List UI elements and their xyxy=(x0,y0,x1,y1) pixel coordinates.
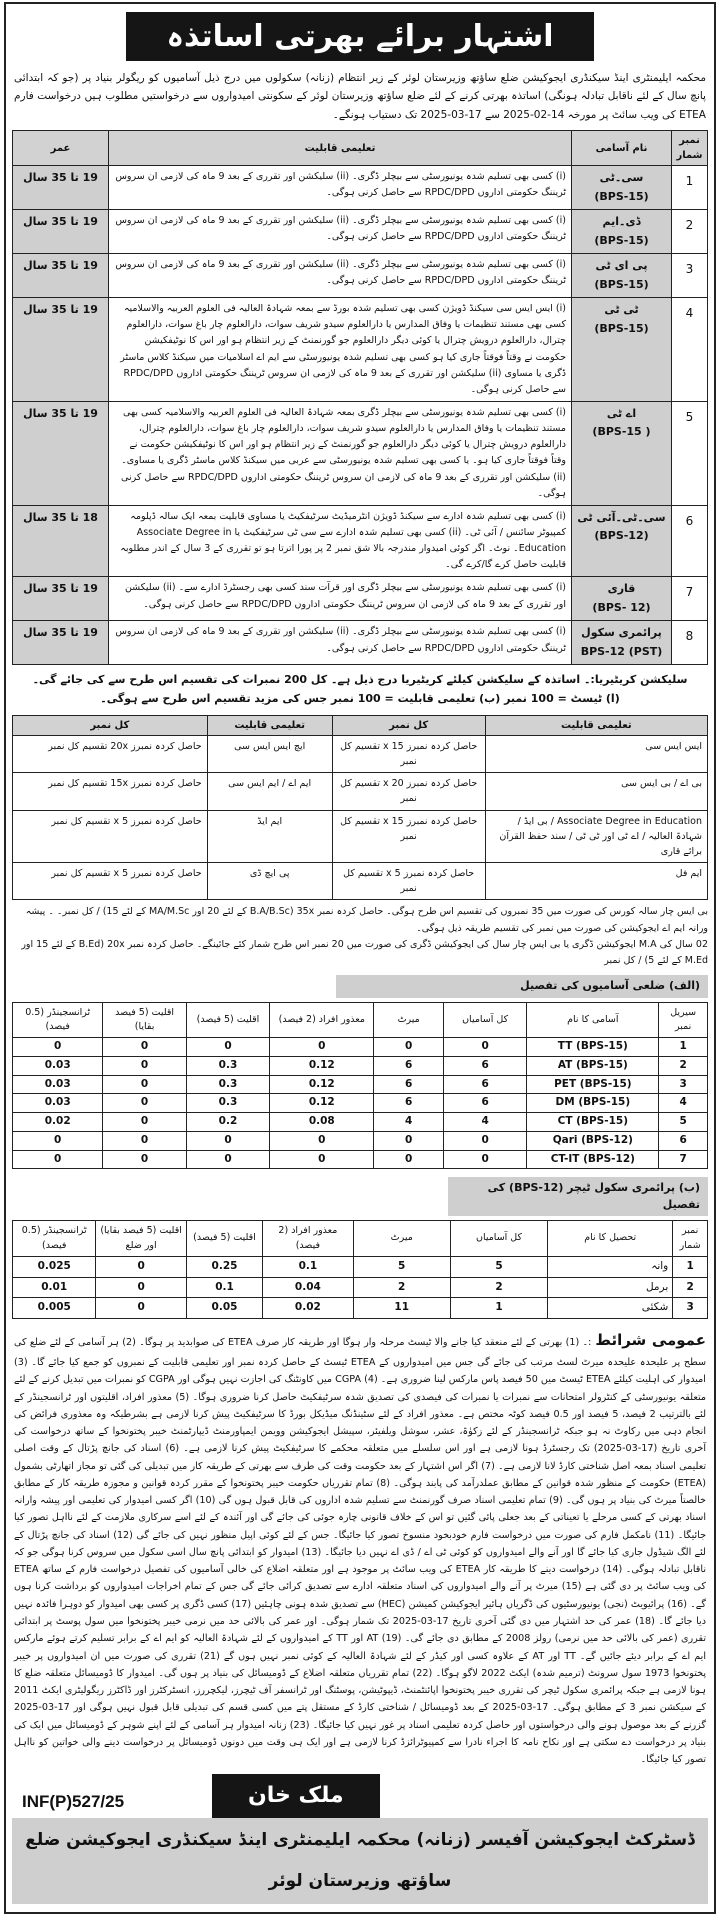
table-cell: 0 xyxy=(103,1038,186,1057)
post-name-cell xyxy=(572,505,672,577)
marks-notes xyxy=(12,904,708,969)
post-row xyxy=(13,577,708,621)
table-cell: 0.005 xyxy=(13,1298,96,1319)
table-cell: 0.03 xyxy=(13,1075,103,1094)
marks-formula-cell: حاصل کردہ نمبرز x 5 تقسیم کل نمبر xyxy=(332,863,485,900)
header-qualification-2: تعلیمی قابلیت xyxy=(207,715,332,735)
table-cell: 1 xyxy=(659,1038,708,1057)
post-serial: 5 xyxy=(672,401,708,505)
post-name-cell xyxy=(572,621,672,665)
post-bps: (BPS-15) xyxy=(594,321,649,335)
district-section-title: (الف) ضلعی آسامیوں کی تفصیل xyxy=(336,975,708,998)
table-cell: 0 xyxy=(103,1075,186,1094)
marks-formula-cell: حاصل کردہ نمبرز x 5 تقسیم کل نمبر xyxy=(13,810,208,863)
table-cell: 6 xyxy=(443,1094,526,1113)
table-cell: 0 xyxy=(103,1113,186,1132)
marks-header-row xyxy=(13,715,708,735)
column-header: اقلیت (5 فیصد بقایا) xyxy=(103,1002,186,1038)
post-qualification: (i) کسی بھی تسلیم شدہ یونیورسٹی سے بیچلر ڈگری۔ (ii) سلیکشن اور تقرری کے بعد 9 ماہ کی لازمی ان سروس ٹریننگ حکومتی اداروں RPDC/DPD سے حاصل کرنی ہوگی۔ xyxy=(109,254,572,298)
post-age: 19 تا 35 سال xyxy=(13,210,109,254)
qualification-cell: پی ایچ ڈی xyxy=(207,863,332,900)
table-cell: 1 xyxy=(450,1298,547,1319)
header-age: عمر xyxy=(13,131,109,166)
criteria-line-2: (ا) ٹیسٹ = 100 نمبر (ب) تعلیمی قابلیت = 100 نمبر جس کی مزید تقسیم اس طرح سے ہوگی۔ xyxy=(100,692,620,706)
column-header: کل آسامیاں xyxy=(443,1002,526,1038)
post-age: 19 تا 35 سال xyxy=(13,621,109,665)
header-qualification: تعلیمی قابلیت xyxy=(109,131,572,166)
table-cell: 1 xyxy=(673,1256,708,1277)
district-header-row xyxy=(13,1002,708,1038)
table-cell: 0.12 xyxy=(270,1075,374,1094)
marks-table xyxy=(12,715,708,901)
table-cell: 0 xyxy=(13,1150,103,1169)
column-header: نمبر شمار xyxy=(673,1221,708,1257)
pst-header-row xyxy=(13,1221,708,1257)
qualification-cell: Associate Degree in Education / بی ایڈ / شہادۃ العالیہ / اے ٹی اور ٹی ٹی / سند حفظ القرآن برائے قاری xyxy=(485,810,707,863)
table-cell: 3 xyxy=(673,1298,708,1319)
marks-formula-cell: حاصل کردہ نمبرز x 5 تقسیم کل نمبر xyxy=(13,863,208,900)
post-bps: (BPS-15) xyxy=(594,189,649,203)
table-cell: PET (BPS-15) xyxy=(527,1075,659,1094)
post-row xyxy=(13,401,708,505)
header-serial: نمبر شمار xyxy=(672,131,708,166)
table-cell: 0.3 xyxy=(186,1075,269,1094)
table-cell: 0 xyxy=(270,1150,374,1169)
table-cell: 0 xyxy=(186,1150,269,1169)
ad-title: اشتہار برائے بھرتی اساتذہ xyxy=(126,12,593,61)
header-marks-1: کل نمبر xyxy=(332,715,485,735)
footer-row xyxy=(12,1774,708,1818)
table-cell: 0 xyxy=(96,1256,186,1277)
table-cell: 0 xyxy=(270,1131,374,1150)
table-cell: 0.03 xyxy=(13,1094,103,1113)
table-cell: 11 xyxy=(353,1298,450,1319)
table-cell: CT-IT (BPS-12) xyxy=(527,1150,659,1169)
district-row xyxy=(13,1094,708,1113)
advertisement-border xyxy=(4,2,716,1914)
table-cell: 0.02 xyxy=(263,1298,353,1319)
table-cell: 0 xyxy=(374,1131,444,1150)
table-cell: DM (BPS-15) xyxy=(527,1094,659,1113)
marks-formula-cell: حاصل کردہ نمبرز 20x تقسیم کل نمبر xyxy=(13,735,208,772)
qualification-cell: ایس ایس سی xyxy=(485,735,707,772)
post-serial: 6 xyxy=(672,505,708,577)
posts-header-row xyxy=(13,131,708,166)
pst-row xyxy=(13,1298,708,1319)
table-cell: 0.05 xyxy=(186,1298,262,1319)
column-header: ٹرانسجینڈر (0.5 فیصد) xyxy=(13,1002,103,1038)
table-cell: 5 xyxy=(450,1256,547,1277)
marks-row xyxy=(13,810,708,863)
marks-formula-cell: حاصل کردہ نمبرز 15x تقسیم کل نمبر xyxy=(13,773,208,810)
post-qualification: (i) کسی بھی تسلیم شدہ یونیورسٹی سے بیچلر ڈگری۔ (ii) سلیکشن اور تقرری کے بعد 9 ماہ کی لازمی ان سروس ٹریننگ حکومتی اداروں RPDC/DPD سے حاصل کرنی ہوگی۔ xyxy=(109,210,572,254)
post-qualification: (i) کسی بھی تسلیم شدہ ادارے سے سیکنڈ ڈویژن انٹرمیڈیٹ سرٹیفکیٹ یا مساوی قابلیت بمعہ ایک سالہ ڈپلومہ کمپیوٹر سائنس / آئی ٹی۔ (ii) کسی بھی تسلیم شدہ ادارے سے سی ٹی سرٹیفکیٹ یا Associate Degree in Education۔ نوٹ۔ اگر کوئی امیدوار مندرجہ بالا شق نمبر 2 پر پورا اترتا ہو تو تقرری کے 3 سال کے اندر مطلوبہ قابلیت حاصل کرے گا/کرے گی۔ xyxy=(109,505,572,577)
table-cell: 0 xyxy=(443,1150,526,1169)
post-age: 18 تا 35 سال xyxy=(13,505,109,577)
table-cell: Qari (BPS-12) xyxy=(527,1131,659,1150)
qualification-cell: ایچ ایس ایس سی xyxy=(207,735,332,772)
table-cell: TT (BPS-15) xyxy=(527,1038,659,1057)
note-line-1: بی ایس چار سالہ کورس کی صورت میں 35 نمبروں کی تقسیم اس طرح ہوگی۔ حاصل کردہ نمبر 35x (B.A/B.Sc کے لئے 20 اور MA/M.Sc کے لئے 15) / کل نمبر۔ ۔ پیشہ ورانہ ایم اے ایجوکیشن کی صورت میں نمبر کی تقسیم طریقہ ذیل ہوگی۔ xyxy=(25,906,708,934)
post-serial: 1 xyxy=(672,166,708,210)
table-cell: 0.3 xyxy=(186,1056,269,1075)
terms-body: :۔ (1) بھرتی کے لئے منعقد کیا جانے والا ٹیسٹ مرحلہ وار ہوگا اور طریقہ کار صرف ETEA کی صوابدید پر ہوگا۔ (2) ہر آسامی کے لئے ضلع کی سطح پر علیحدہ علیحدہ میرٹ لسٹ مرتب کی جائے گی جس میں امیدواروں کے ETEA ٹیسٹ کے حاصل کردہ نمبر اور تعلیمی قابلیت کے نمبروں کو جمع کیا جائے گا۔ (3) امیدوار کی اہلیت کیلئے ETEA ٹیسٹ میں 50 فیصد پاس مارکس لینا ضروری ہے۔ (4) CGPA میں کاونٹنگ کی اجازت نہیں ہوگی اور CGPA کو نمبرات میں تبدیل کرنے کے لئے متعلقہ یونیورسٹی کے کنٹرولر امتحانات سے نمبرات یا نمبرات کی فیصدی کی تصدیق شدہ سرٹیفکیٹ حاصل کرنا ضروری ہوگا۔ (5) معذور افراد، اقلیتوں اور ٹرانسجینڈر کے لئے بالترتیب 2 فیصد، 5 فیصد اور 0.5 فیصد کوٹہ مختص ہے۔ معذور افراد کے لئے سٹینڈنگ میڈیکل بورڈ کا سرٹیفکیٹ پیش کرنا لازمی ہے بشرطیکہ وہ معذوری فرائض کی انجام دہی میں رکاوٹ نہ ہو جبکہ ٹرانسجینڈر کے لئے زکوٰۃ، عشر، سوشل ویلفیئر، سپیشل ایجوکیشن وویمن ایمپاورمنٹ ڈیپارٹمنٹ خیبر پختونخوا کے ساتھ درخواست کی آخری تاریخ (17-03-2025) تک رجسٹرڈ ہونا لازمی ہے اور اس سلسلے میں متعلقہ محکمے کا سرٹیفکیٹ پیش کرنا لازمی ہے۔ (6) اسناد کی جانچ پڑتال کے وقت اصلی تعلیمی اسناد بمعہ اصل شناختی کارڈ لانا لازمی ہے۔ (7) اگر اس اشتہار کے بعد حکومت وقت کی طرف سے بھرتی کے طریقہ کار میں تبدیلی کی گئی تو مجاز اتھارٹی بشمول (ETEA) حکومت کے منظور شدہ قوانین کے مطابق عملدرآمد کی پابند ہوگی۔ (8) تمام تقرریاں حکومت خیبر پختونخوا کے مقرر کردہ قوانین و مجوزہ طریقہ کار کے مطابق خالصتاً میرٹ کی بنیاد پر ہوں گی۔ (9) تمام تعلیمی اسناد صرف گورنمنٹ سے تسلیم شدہ اداروں کی قابل قبول ہوں گی (10) اگر کسی امیدوار کی تعلیمی اور پیشہ وارانہ اسناد بھرتی کے کسی مرحلے یا تعیناتی کے بعد جعلی پائی گئیں تو اس کے خلاف قانونی چارہ جوئی کی جائے گی اور آئندہ کے لئے اسے سرکاری ملازمت کے لئے نااہل تصور کیا جائیگا۔ (11) نامکمل فارم کی صورت میں درخواست فارم خودبخود منسوخ تصور کیا جائیگا۔ جس کے لئے کوئی اپیل منظور نہیں کی جائے گی (12) اسناد کی جانچ پڑتال کے لئے الگ شیڈول جاری کیا جائے گا اور آنے والے امیدواروں کو کوئی ٹی اے / ڈی اے نہیں دیا جائیگا۔ (13) امیدوار کو ابتدائی پانچ سال اسی سکول میں سروس کرنا ہوگی جو کہ ناقابل تبادلہ ہوگی۔ (14) درخواست دینے کا طریقہ کار ETEA کی ویب سائٹ پر موجود ہے اور متعلقہ اضلاع کی خالی آسامیوں کی تفصیل درخواست فارم کے ساتھ ETEA کی ویب سائٹ پر دی گئی ہے (15) میرٹ پر آنے والے امیدواروں کی اسناد متعلقہ ادارے سے تصدیق کرائی جائے گی جس کے تمام اخراجات امیدواروں کو برداشت کرنا ہوں گے۔ (16) پرائیویٹ (نجی) یونیورسٹیوں کی ڈگریاں ہائیر ایجوکیشن کمیشن (HEC) سے تصدیق شدہ ہونی چاہئیں (17) کسی ڈگری پر کسی بھی امیدوار کو دوہرا فائدہ نہیں دیا جائے گا۔ (18) عمر کی حد اشتہار میں دی گئی آخری تاریخ 17-03-2025 تک شمار ہوگی۔ اور عمر کی بالائی حد میں نرمی خیبر پختونخوا میں سول پوسٹ پر ابتدائی تقرری (عمر کی بالائی حد میں نرمی) رولز 2008 کے مطابق دی جائے گی۔ (19) AT اور TT کے امیدواروں کے لئے شہادۃ العالیہ کو ایم اے کے برابر تسلیم کرتے ہوئے مارکس ایم اے کے برابر دیئے جائیں گے۔ TT اور AT کے علاوہ کسی اور کیڈر کے لئے شہادۃ العالیہ کے کوئی نمبر نہیں ہوں گے (21) تقرری کی صورت میں ان امیدواروں پر خیبر پختونخوا 1973 سول سرونٹ (ترمیم شدہ) ایکٹ 2022 لاگو ہوگا۔ (22) تمام تقرریاں متعلقہ اضلاع کے ڈومیسائل کی بنیاد پر ہوں گی۔ امیدوار کا ڈومیسائل متعلقہ ضلع کا ہونا لازمی ہے جبکہ پرائمری سکول ٹیچر کی تقرری خیبر پختونخوا اپائنٹمنٹ، ڈیپوٹیشن، پوسٹنگ اور ٹرانسفر آف ٹیچرز، لیکچررز، انسٹرکٹرز اور ڈاکٹرز ریگولیٹری ایکٹ 2011 کے سیکشن نمبر 3 کے مطابق ہوگی۔ 17-03-2025 کے بعد ڈومیسائل / شناختی کارڈ کے مستقل پتے میں کسی قسم کی تبدیلی قابل قبول نہیں ہوگی اور 17-03-2025 گزرنے کے بعد موصول ہونے والی درخواستوں اور حاصل کردہ تعلیمی اسناد پر غور نہیں کیا جائیگا۔ (23) زنانہ امیدوار ہر آسامی کے لئے اپنے شوہر کے ڈومیسائل میں ایک کی بنیاد پر درخواست دے سکتی ہے اور نکاح نامہ کا اجراء نادرا سے کمپیوٹرائزڈ کرنا لازمی ہے اور ایک ہی وقت میں دونوں ڈومیسائل پر درخواست دینے والی خواتین کو نااہل تصور کیا جائیگا۔ xyxy=(14,1337,707,1766)
header-marks-2: کل نمبر xyxy=(13,715,208,735)
table-cell: شکئی xyxy=(548,1298,673,1319)
post-name-cell xyxy=(572,401,672,505)
post-name-cell xyxy=(572,166,672,210)
column-header: آسامی کا نام xyxy=(527,1002,659,1038)
table-cell: 0 xyxy=(443,1038,526,1057)
post-row xyxy=(13,505,708,577)
post-qualification: (i) کسی بھی تسلیم شدہ یونیورسٹی سے بیچلر ڈگری۔ (ii) سلیکشن اور تقرری کے بعد 9 ماہ کی لازمی ان سروس ٹریننگ حکومتی اداروں RPDC/DPD سے حاصل کرنی ہوگی۔ xyxy=(109,621,572,665)
column-header: ٹرانسجینڈر (0.5 فیصد) xyxy=(13,1221,96,1257)
terms-heading: عمومی شرائط xyxy=(595,1331,706,1349)
table-cell: 4 xyxy=(374,1113,444,1132)
post-name-cell xyxy=(572,254,672,298)
post-row xyxy=(13,166,708,210)
post-qualification: (i) کسی بھی تسلیم شدہ یونیورسٹی سے بیچلر ڈگری بمعہ شہادۃ العالیہ فی العلوم العربیہ والاسلامیہ کسی بھی مستند تنظیمات یا وفاق المدارس یا دارالعلوم سیدو شریف سوات، دارالعلوم چار باغ سوات، دارالعلوم چترال، دارالعلوم درویش چترال یا کوئی دیگر دارالعلوم جو گورنمنٹ کے زیر انتظام ہو اور اس کا نوٹیفکیشن حکومت نے وقتاً فوقتاً جاری کیا ہو۔ یا کسی بھی تسلیم شدہ یونیورسٹی سے عربی میں سیکنڈ کلاس ماسٹر ڈگری یا مساوی۔ (ii) سلیکشن اور تقرری کے بعد 9 ماہ کی لازمی ان سروس ٹریننگ حکومتی اداروں RPDC/DPD سے حاصل کرنی ہوگی۔ xyxy=(109,401,572,505)
post-name-cell xyxy=(572,298,672,402)
post-age: 19 تا 35 سال xyxy=(13,401,109,505)
table-cell: 6 xyxy=(374,1056,444,1075)
table-cell: 0.03 xyxy=(13,1056,103,1075)
post-name: پرائمری سکول xyxy=(581,626,662,640)
table-cell: 2 xyxy=(450,1277,547,1298)
column-header: اقلیت (5 فیصد بقایا) اور ضلع xyxy=(96,1221,186,1257)
post-serial: 3 xyxy=(672,254,708,298)
column-header: میرٹ xyxy=(353,1221,450,1257)
table-cell: 0 xyxy=(103,1131,186,1150)
post-row xyxy=(13,254,708,298)
post-name: اے ٹی xyxy=(606,406,637,420)
table-cell: 0.1 xyxy=(186,1277,262,1298)
column-header: معذور افراد (2 فیصد) xyxy=(263,1221,353,1257)
table-cell: 0 xyxy=(374,1038,444,1057)
table-cell: 2 xyxy=(659,1056,708,1075)
post-bps: (BPS- 12) xyxy=(592,600,651,614)
post-bps: (BPS-12) xyxy=(594,529,649,543)
post-name-cell xyxy=(572,577,672,621)
table-cell: 0.1 xyxy=(263,1256,353,1277)
district-row xyxy=(13,1056,708,1075)
district-posts-table xyxy=(12,1002,708,1170)
post-name: سی۔ٹی xyxy=(599,171,644,185)
post-name: ڈی۔ایم xyxy=(602,215,641,229)
table-cell: 5 xyxy=(353,1256,450,1277)
post-qualification: (i) کسی بھی تسلیم شدہ یونیورسٹی سے بیچلر ڈگری اور قرآت سند کسی بھی رجسٹرڈ ادارے سے۔ (ii) سلیکشن اور تقرری کے بعد 9 ماہ کی لازمی ان سروس ٹریننگ حکومتی اداروں RPDC/DPD سے حاصل کرنی ہوگی۔ xyxy=(109,577,572,621)
reference-number: INF(P)527/25 xyxy=(22,1791,125,1811)
marks-formula-cell: حاصل کردہ نمبرز x 15 تقسیم کل نمبر xyxy=(332,810,485,863)
district-row xyxy=(13,1038,708,1057)
post-bps: BPS-12 (PST) xyxy=(580,644,663,658)
marks-formula-cell: حاصل کردہ نمبرز x 20 تقسیم کل نمبر xyxy=(332,773,485,810)
pst-row xyxy=(13,1256,708,1277)
table-cell: 0.2 xyxy=(186,1113,269,1132)
post-age: 19 تا 35 سال xyxy=(13,298,109,402)
table-cell: 0 xyxy=(374,1150,444,1169)
post-serial: 8 xyxy=(672,621,708,665)
post-qualification: (i) ایس ایس سی سیکنڈ ڈویژن کسی بھی تسلیم شدہ بورڈ سے بمعہ شہادۃ العالیہ فی العلوم العربیہ والاسلامیہ کسی بھی مستند تنظیمات یا وفاق المدارس یا دارالعلوم سیدو شریف سوات، دارالعلوم چار باغ سوات، دارالعلوم چترال، دارالعلوم درویش چترال یا کوئی دیگر دارالعلوم جو گورنمنٹ کے زیر انتظام ہو اور اس کا نوٹیفکیشن حکومت نے وقتاً فوقتاً جاری کیا ہو کسی بھی تسلیم شدہ یونیورسٹی سے ایم اے اسلامیات میں سیکنڈ کلاس ماسٹر ڈگری یا مساوی (ii) سلیکشن اور تقرری کے بعد 9 ماہ کی لازمی ان سروس ٹریننگ حکومتی اداروں RPDC/DPD سے حاصل کرنی ہوگی۔ xyxy=(109,298,572,402)
post-name: سی۔ٹی۔آئی ٹی xyxy=(577,510,666,524)
marks-formula-cell: حاصل کردہ نمبرز x 15 تقسیم کل نمبر xyxy=(332,735,485,772)
table-cell: 0 xyxy=(443,1131,526,1150)
table-cell: 0.01 xyxy=(13,1277,96,1298)
table-cell: 6 xyxy=(443,1075,526,1094)
post-qualification: (i) کسی بھی تسلیم شدہ یونیورسٹی سے بیچلر ڈگری۔ (ii) سلیکشن اور تقرری کے بعد 9 ماہ کی لازمی ان سروس ٹریننگ حکومتی اداروں RPDC/DPD سے حاصل کرنی ہوگی۔ xyxy=(109,166,572,210)
post-age: 19 تا 35 سال xyxy=(13,254,109,298)
qualification-cell: ایم فل xyxy=(485,863,707,900)
table-cell: 7 xyxy=(659,1150,708,1169)
post-bps: (BPS-15) xyxy=(594,233,649,247)
header-qualification-1: تعلیمی قابلیت xyxy=(485,715,707,735)
table-cell: 0 xyxy=(96,1298,186,1319)
intro-paragraph: محکمہ ایلیمنٹری اینڈ سیکنڈری ایجوکیشن ضلع ساؤتھ وزیرستان لوئر کے زیر انتظام (زنانہ) سکولوں میں درج ذیل آسامیوں کو ریگولر بنیاد پر (جو کہ ابتدائی پانچ سال کے لئے ناقابل تبادلہ ہونگی) اساتذہ بھرتی کرنے کے لئے ضلع ساؤتھ وزیرستان لوئر کے سکونتی امیدواروں سے درخواستیں مطلوب ہیں درخواست فارم ETEA کی ویب سائٹ پر مورخہ 14-02-2025 سے 17-03-2025 تک دستیاب ہونگے۔ xyxy=(14,72,706,121)
column-header: اقلیت (5 فیصد) xyxy=(186,1002,269,1038)
post-bps: (BPS-15 ) xyxy=(592,425,651,439)
table-cell: برمل xyxy=(548,1277,673,1298)
column-header: سیریل نمبر xyxy=(659,1002,708,1038)
post-name: پی ای ٹی xyxy=(595,259,648,273)
column-header: میرٹ xyxy=(374,1002,444,1038)
table-cell: 0 xyxy=(96,1277,186,1298)
table-cell: 3 xyxy=(659,1075,708,1094)
marks-row xyxy=(13,735,708,772)
post-serial: 7 xyxy=(672,577,708,621)
post-serial: 4 xyxy=(672,298,708,402)
district-row xyxy=(13,1150,708,1169)
district-row xyxy=(13,1113,708,1132)
table-cell: 6 xyxy=(374,1075,444,1094)
posts-table xyxy=(12,130,708,665)
post-serial: 2 xyxy=(672,210,708,254)
signatory-name: ملک خان xyxy=(212,1774,380,1818)
table-cell: 0.02 xyxy=(13,1113,103,1132)
column-header: اقلیت (5 فیصد) xyxy=(186,1221,262,1257)
post-row xyxy=(13,621,708,665)
table-cell: 0.08 xyxy=(270,1113,374,1132)
table-cell: 4 xyxy=(659,1094,708,1113)
table-cell: 0 xyxy=(103,1150,186,1169)
qualification-cell: بی اے / بی ایس سی xyxy=(485,773,707,810)
post-name-cell xyxy=(572,210,672,254)
post-name: ٹی ٹی xyxy=(604,303,639,317)
table-cell: CT (BPS-15) xyxy=(527,1113,659,1132)
column-header: معذور افراد (2 فیصد) xyxy=(270,1002,374,1038)
qualification-cell: ایم اے / ایم ایس سی xyxy=(207,773,332,810)
table-cell: 2 xyxy=(673,1277,708,1298)
table-cell: 0 xyxy=(186,1038,269,1057)
pst-section-title: (ب) پرائمری سکول ٹیچر (BPS-12) کی تفصیل xyxy=(448,1177,708,1216)
table-cell: وانہ xyxy=(548,1256,673,1277)
post-row xyxy=(13,298,708,402)
pst-row xyxy=(13,1277,708,1298)
note-line-2: 02 سال کی M.A ایجوکیشن ڈگری یا بی ایس چار سال کی ایجوکیشن ڈگری کی صورت میں 20 نمبر اس طرح شمار کئے جائینگے۔ حاصل کردہ نمبر 20x (B.Ed کے لئے 15 اور M.Ed کے لئے 5) / کل نمبر xyxy=(21,938,708,966)
table-cell: 6 xyxy=(374,1094,444,1113)
table-cell: 0.12 xyxy=(270,1094,374,1113)
table-cell: 0 xyxy=(103,1094,186,1113)
pst-posts-table xyxy=(12,1220,708,1319)
post-row xyxy=(13,210,708,254)
district-row xyxy=(13,1131,708,1150)
table-cell: 0.04 xyxy=(263,1277,353,1298)
table-cell: 0 xyxy=(103,1056,186,1075)
header-post-name: نام آسامی xyxy=(572,131,672,166)
criteria-line-1: سلیکشن کریٹیریا:۔ اساتذہ کے سلیکشن کیلئے کریٹیریا درج ذیل ہے۔ کل 200 نمبرات کی تقسیم اس طرح سے کی جائے گی۔ xyxy=(32,673,688,687)
post-bps: (BPS-15) xyxy=(594,277,649,291)
table-cell: 2 xyxy=(353,1277,450,1298)
table-cell: 0 xyxy=(186,1131,269,1150)
table-cell: 6 xyxy=(443,1056,526,1075)
table-cell: 6 xyxy=(659,1131,708,1150)
district-row xyxy=(13,1075,708,1094)
post-age: 19 تا 35 سال xyxy=(13,577,109,621)
marks-row xyxy=(13,863,708,900)
table-cell: 0 xyxy=(13,1038,103,1057)
selection-criteria xyxy=(12,671,708,708)
table-cell: 0 xyxy=(13,1131,103,1150)
table-cell: 0.25 xyxy=(186,1256,262,1277)
post-age: 19 تا 35 سال xyxy=(13,166,109,210)
column-header: تحصیل کا نام xyxy=(548,1221,673,1257)
table-cell: 0.025 xyxy=(13,1256,96,1277)
qualification-cell: ایم ایڈ xyxy=(207,810,332,863)
marks-row xyxy=(13,773,708,810)
table-cell: 0 xyxy=(270,1038,374,1057)
table-cell: 4 xyxy=(443,1113,526,1132)
table-cell: 5 xyxy=(659,1113,708,1132)
general-terms xyxy=(14,1327,706,1768)
table-cell: AT (BPS-15) xyxy=(527,1056,659,1075)
issuing-office: ڈسٹرکٹ ایجوکیشن آفیسر (زنانہ) محکمہ ایلیمنٹری اینڈ سیکنڈری ایجوکیشن ضلع ساؤتھ وزیرستان لوئر xyxy=(12,1818,708,1904)
table-cell: 0.3 xyxy=(186,1094,269,1113)
title-area xyxy=(12,10,708,65)
column-header: کل آسامیاں xyxy=(450,1221,547,1257)
table-cell: 0.12 xyxy=(270,1056,374,1075)
post-name: قاری xyxy=(607,582,636,596)
